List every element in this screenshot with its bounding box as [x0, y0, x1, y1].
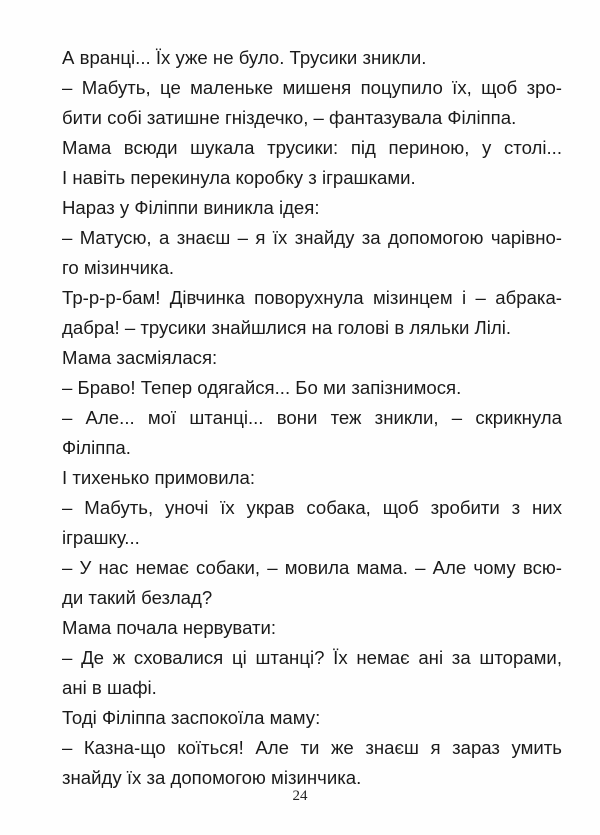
text-line: А вранці... Їх уже не було. Трусики зникли.: [62, 47, 427, 68]
text-line: – Мабуть, це маленьке мишеня поцупило їх, щоб зро-: [62, 77, 562, 98]
text-line: Мама всюди шукала трусики: під периною, у столі...: [62, 137, 562, 158]
text-line: ди такий безлад?: [62, 587, 213, 608]
text-line: іграшку...: [62, 527, 140, 548]
text-line: – Казна-що коїться! Але ти же знаєш я зараз умить: [62, 737, 562, 758]
text-line: Мама почала нервувати:: [62, 617, 277, 638]
story-text: [62, 43, 562, 793]
text-line: І тихенько примовила:: [62, 467, 256, 488]
text-line: – Матусю, а знаєш – я їх знайду за допомогою чарівно-: [62, 227, 562, 248]
text-line: – Де ж сховалися ці штанці? Їх немає ані за шторами,: [62, 647, 562, 668]
text-line: дабра! – трусики знайшлися на голові в ляльки Лілі.: [62, 317, 511, 338]
text-line: – Мабуть, уночі їх украв собака, щоб зробити з них: [62, 497, 562, 518]
text-line: – Але... мої штанці... вони теж зникли, – скрикнула: [62, 407, 562, 428]
text-line: бити собі затишне гніздечко, – фантазувала Філіппа.: [62, 107, 517, 128]
page-number: 24: [292, 788, 308, 804]
text-line: ані в шафі.: [62, 677, 157, 698]
text-line: Мама засміялася:: [62, 347, 218, 368]
text-line: І навіть перекинула коробку з іграшками.: [62, 167, 416, 188]
text-line: го мізинчика.: [62, 257, 175, 278]
text-line: Тр-р-р-бам! Дівчинка поворухнула мізинцем і – абрака-: [62, 287, 562, 308]
text-line: Філіппа.: [62, 437, 131, 458]
text-line: – Браво! Тепер одягайся... Бо ми запізнимося.: [62, 377, 462, 398]
text-line: знайду їх за допомогою мізинчика.: [62, 767, 362, 788]
text-line: Нараз у Філіппи виникла ідея:: [62, 197, 320, 218]
text-line: – У нас немає собаки, – мовила мама. – Але чому всю-: [62, 557, 562, 578]
text-line: Тоді Філіппа заспокоїла маму:: [62, 707, 321, 728]
